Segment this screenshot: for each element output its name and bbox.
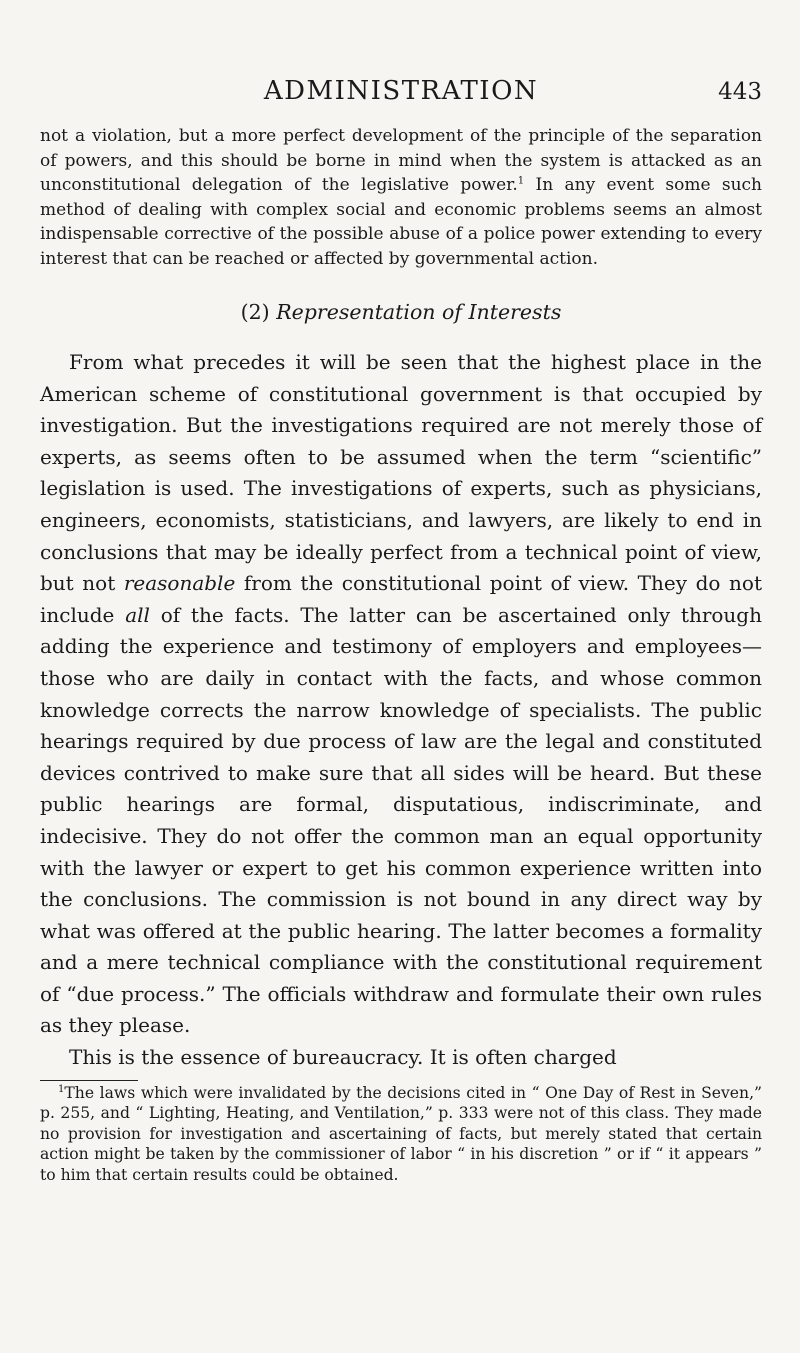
body-paragraph xyxy=(40,347,762,1042)
section-title: Representation of Interests xyxy=(276,300,562,324)
section-number: (2) xyxy=(240,300,270,324)
emphasis-text: all xyxy=(125,602,150,627)
running-head xyxy=(40,76,762,116)
body-text: of the facts. The latter can be ascertained only through adding the experience and testimony of employers and employees—those who are daily in contact with the facts, and whose common knowledge corrects the narrow knowledge of specialists. The public hearings required by due process of law are the legal and constituted devices contrived to make sure that all sides will be heard. But these public hearings are formal, disputatious, indiscriminate, and indecisive. They do not offer the common man an equal opportunity with the lawyer or expert to get his common experience written into the conclusions. The commission is not bound in any direct way by what was offered at the public hearing. The latter becomes a formality and a mere technical compliance with the constitutional requirement of “due process.” The officials withdraw and formulate their own rules as they please. xyxy=(40,602,762,1038)
body-text: from the constitutional point of view. They do not include xyxy=(40,571,762,627)
footnote xyxy=(40,1083,762,1186)
carryover-paragraph xyxy=(40,124,762,271)
main-text xyxy=(40,347,762,1074)
page-number: 443 xyxy=(718,79,762,105)
footnote-marker: 1 xyxy=(58,1083,65,1095)
footnote-rule xyxy=(40,1080,138,1081)
body-paragraph: This is the essence of bureaucracy. It is often charged xyxy=(69,1045,617,1070)
footnote-text: The laws which were invalidated by the decisions cited in “ One Day of Rest in Seven,” p. 255, and “ Lighting, Heating, and Ventilation,” p. 333 were not of this class. They made no provision for investigation and ascertaining of facts, but merely stated that certain action might be taken by the commissioner of labor “ in his discretion ” or if “ it appears ” to him that certain results could be obtained. xyxy=(40,1083,762,1184)
running-title: ADMINISTRATION xyxy=(263,76,539,106)
carryover-text-continued: In any event some such method of dealing with complex social and economic problems seems an almost indispensable corrective of the possible abuse of a police power extending to every interest that can be reached or affected by governmental action. xyxy=(40,175,762,269)
body-text: From what precedes it will be seen that the highest place in the American scheme of constitutional government is that occupied by investigation. But the investigations required are not merely those of experts, as seems often to be assumed when the term “scientific” legislation is used. The investigations of experts, such as physicians, engineers, economists, statisticians, and lawyers, are likely to end in conclusions that may be ideally perfect from a technical point of view, but not xyxy=(40,350,762,596)
book-page xyxy=(40,76,762,1185)
section-heading xyxy=(40,300,762,324)
footnote-reference[interactable]: 1 xyxy=(517,175,525,187)
emphasis-text: reasonable xyxy=(123,571,236,596)
carryover-text: not a violation, but a more perfect development of the principle of the separation of powers, and this should be borne in mind when the system is attacked as an unconstitutional delegation of the legislative power. xyxy=(40,126,762,195)
